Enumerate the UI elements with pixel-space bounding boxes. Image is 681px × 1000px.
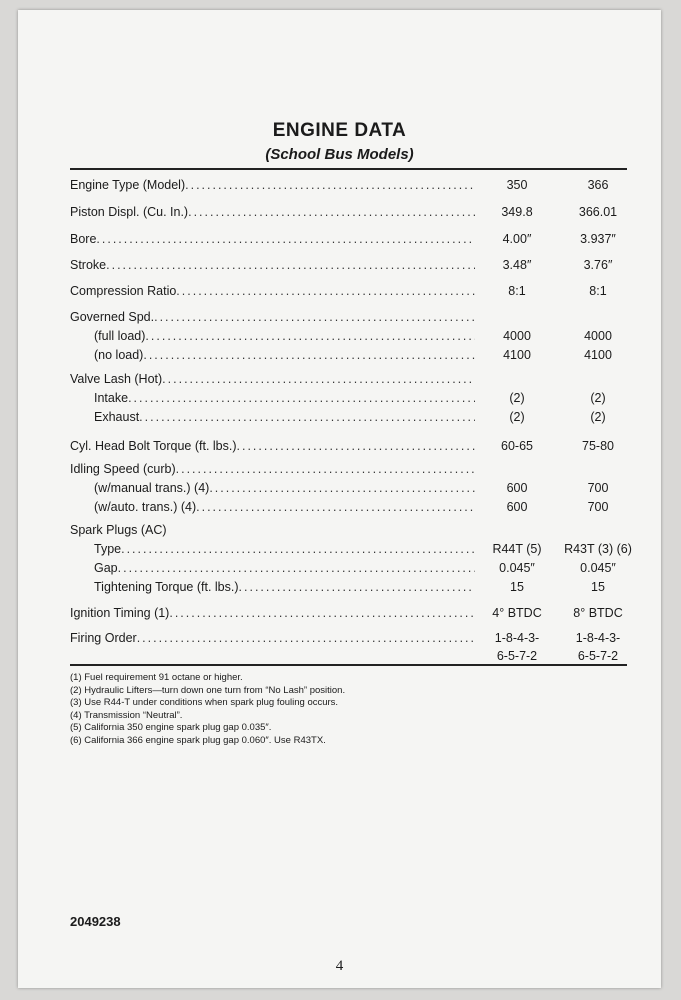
row-plug-gap <box>70 561 627 579</box>
footnotes <box>70 672 345 748</box>
document-page <box>18 10 661 988</box>
row-label: (no load) ..... <box>94 348 475 362</box>
row-ignition-timing <box>70 606 627 624</box>
footnote: (1) Fuel requirement 91 octane or higher. <box>70 672 243 683</box>
value-350: 349.8 <box>501 205 533 219</box>
footnote: (2) Hydraulic Lifters—turn down one turn from “No Lash” position. <box>70 684 346 696</box>
value-350: R44T (5) <box>492 542 542 556</box>
value-350: 8:1 <box>508 284 526 298</box>
row-label: Firing Order ..... <box>70 631 475 645</box>
footnote: (6) California 366 engine spark plug gap 0.060″. Use R43TX. <box>70 734 326 746</box>
value-366: 3.937″ <box>580 232 616 246</box>
value-366: 6-5-7-2 <box>577 649 619 663</box>
row-label: Piston Displ. (Cu. In.) ..... <box>70 205 475 219</box>
row-label: Valve Lash (Hot) ..... <box>70 372 475 386</box>
value-350: 60-65 <box>501 439 533 453</box>
value-350: 3.48″ <box>502 258 532 272</box>
row-no-load <box>70 348 627 366</box>
row-compression-ratio <box>70 284 627 302</box>
footnote: (4) Transmission “Neutral”. <box>70 709 183 721</box>
row-manual-trans <box>70 481 627 499</box>
part-number: 2049238 <box>70 914 121 929</box>
row-head-bolt-torque <box>70 439 627 457</box>
value-350: 6-5-7-2 <box>496 649 538 663</box>
footnote: (5) California 350 engine spark plug gap 0.035″. <box>70 722 272 734</box>
value-366: 0.045″ <box>580 561 616 575</box>
value-350: 4000 <box>503 329 531 343</box>
row-label: (w/auto. trans.) (4) ..... <box>94 500 475 514</box>
row-label: (full load) ..... <box>94 329 475 343</box>
value-366: R43T (3) (6) <box>564 542 632 556</box>
row-engine-type <box>70 178 627 196</box>
value-366: 3.76″ <box>583 258 613 272</box>
row-label: Governed Spd. ..... <box>70 310 475 324</box>
row-idling-speed <box>70 462 627 480</box>
row-piston-displ <box>70 205 627 223</box>
page-number: 4 <box>335 958 344 974</box>
value-350: 600 <box>506 500 528 514</box>
row-label: Spark Plugs (AC) <box>70 523 167 537</box>
row-label: Engine Type (Model) ..... <box>70 178 475 192</box>
row-stroke <box>70 258 627 276</box>
value-366: 8° BTDC <box>573 606 623 620</box>
value-350: (2) <box>509 410 525 424</box>
value-350: 1-8-4-3- <box>494 631 540 645</box>
row-governed-spd <box>70 310 627 328</box>
page-subtitle: (School Bus Models) <box>265 146 414 163</box>
value-366: 4000 <box>584 329 612 343</box>
row-label: Exhaust ..... <box>94 410 475 424</box>
row-label: Type ..... <box>94 542 475 556</box>
value-366: 4100 <box>584 348 612 362</box>
value-350: 600 <box>506 481 528 495</box>
row-label: Stroke ..... <box>70 258 475 272</box>
value-350: 350 <box>506 178 528 192</box>
value-350: 15 <box>510 580 524 594</box>
value-366: 366 <box>587 178 609 192</box>
row-label: Tightening Torque (ft. lbs.) ..... <box>94 580 475 594</box>
value-350: 4100 <box>503 348 531 362</box>
value-366: 700 <box>587 481 609 495</box>
row-plug-type <box>70 542 632 560</box>
page-title: ENGINE DATA <box>272 120 407 141</box>
value-366: (2) <box>590 391 606 405</box>
row-firing-order <box>70 631 627 649</box>
row-exhaust <box>70 410 627 428</box>
row-label: Intake ..... <box>94 391 475 405</box>
bottom-rule <box>70 664 627 666</box>
row-label: (w/manual trans.) (4) ..... <box>94 481 475 495</box>
row-bore <box>70 232 627 250</box>
row-label: Idling Speed (curb) ..... <box>70 462 475 476</box>
value-366: 8:1 <box>589 284 607 298</box>
value-366: (2) <box>590 410 606 424</box>
row-full-load <box>70 329 627 347</box>
value-350: (2) <box>509 391 525 405</box>
row-label: Ignition Timing (1) ..... <box>70 606 475 620</box>
value-366: 700 <box>587 500 609 514</box>
value-350: 4.00″ <box>502 232 532 246</box>
row-tightening-torque <box>70 580 627 598</box>
value-350: 0.045″ <box>499 561 535 575</box>
value-350: 4° BTDC <box>492 606 542 620</box>
row-label: Bore ..... <box>70 232 475 246</box>
row-label: Compression Ratio ..... <box>70 284 475 298</box>
row-label: Gap ..... <box>94 561 475 575</box>
value-366: 366.01 <box>578 205 618 219</box>
footnote: (3) Use R44-T under conditions when spark plug fouling occurs. <box>70 697 339 709</box>
row-spark-plugs <box>70 523 627 541</box>
row-label: Cyl. Head Bolt Torque (ft. lbs.) ..... <box>70 439 475 453</box>
value-366: 1-8-4-3- <box>575 631 621 645</box>
value-366: 75-80 <box>582 439 614 453</box>
top-rule <box>70 168 627 170</box>
value-366: 15 <box>591 580 605 594</box>
row-auto-trans <box>70 500 627 518</box>
row-valve-lash <box>70 372 627 390</box>
row-intake <box>70 391 627 409</box>
